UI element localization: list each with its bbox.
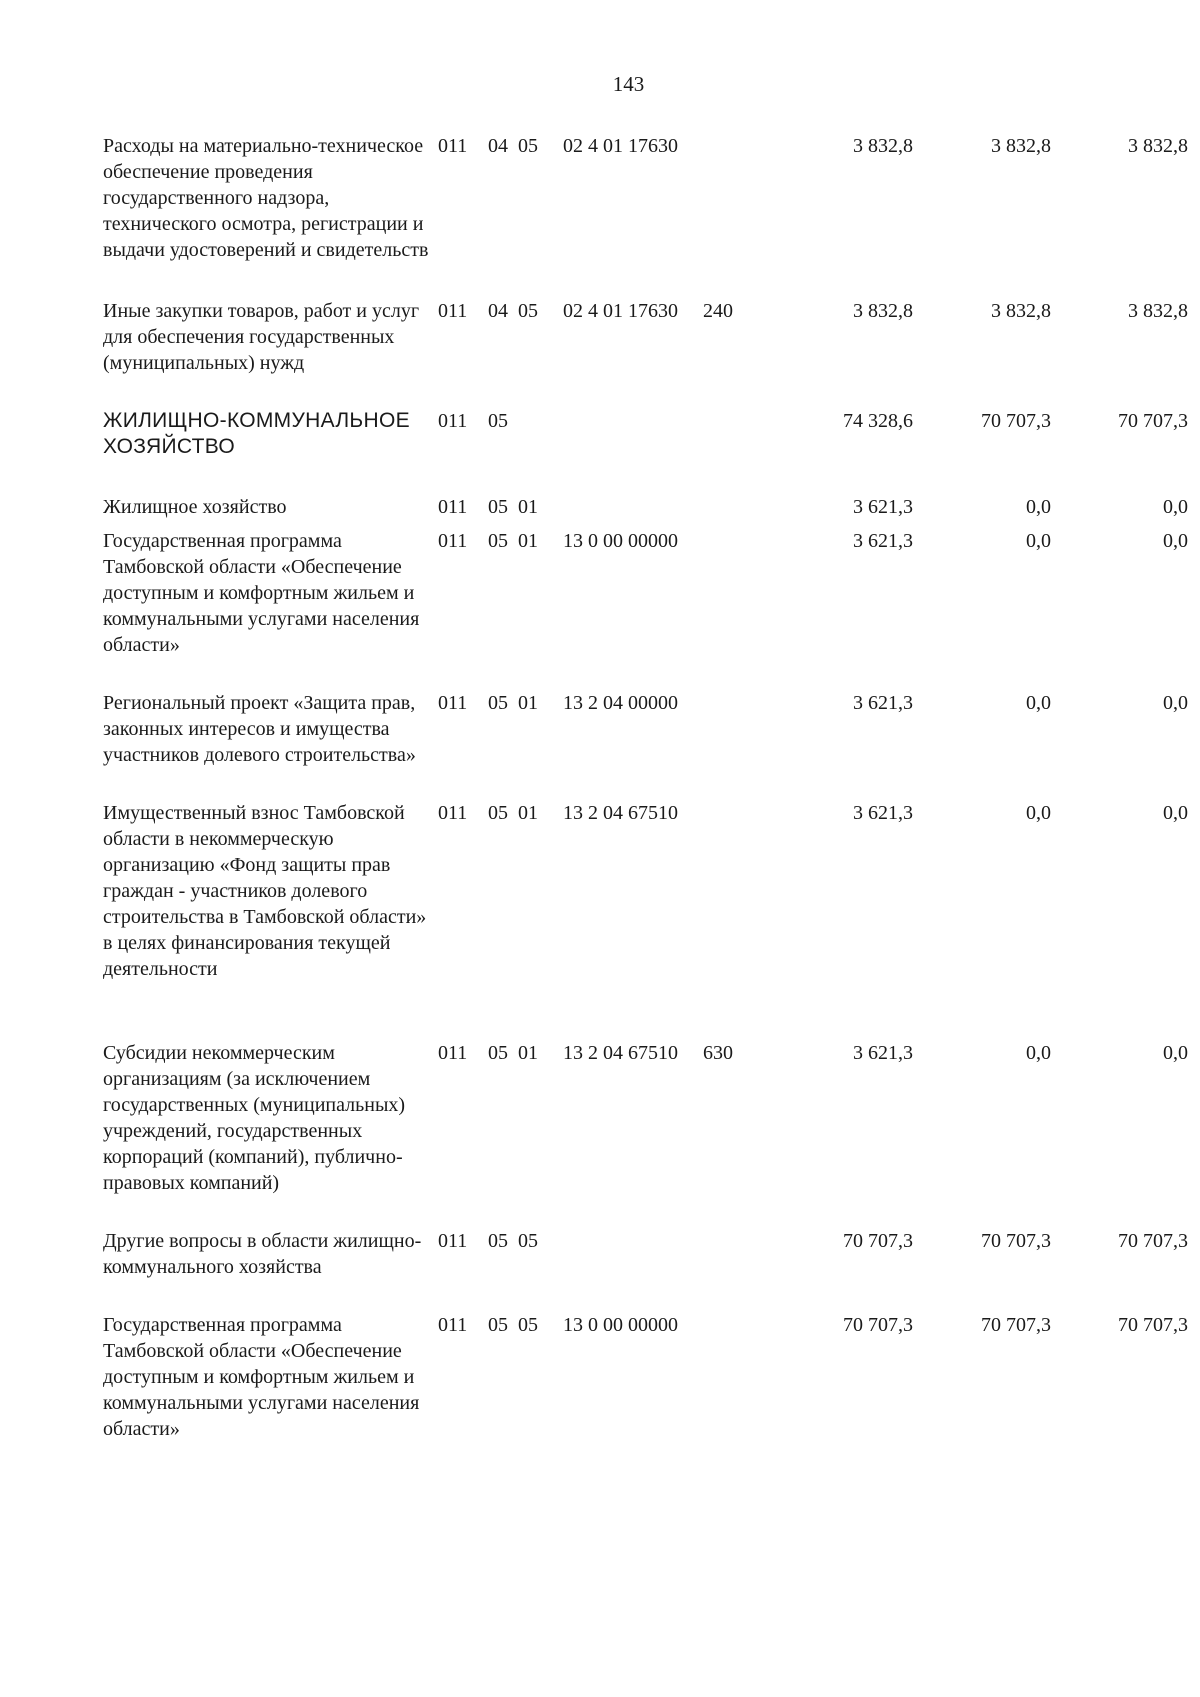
row-amount-1: 3 621,3 — [853, 496, 913, 518]
row-amount-3: 70 707,3 — [1118, 410, 1188, 432]
row-amount-2: 3 832,8 — [991, 135, 1051, 157]
row-amount-1: 3 621,3 — [853, 692, 913, 714]
row-csr: 13 2 04 67510 — [563, 802, 678, 824]
row-ved: 011 — [438, 135, 468, 157]
row-pr: 01 — [518, 530, 538, 552]
row-amount-1: 3 621,3 — [853, 530, 913, 552]
row-ved: 011 — [438, 802, 468, 824]
row-ved: 011 — [438, 410, 468, 432]
row-amount-2: 0,0 — [1026, 1042, 1051, 1064]
row-rz: 05 — [488, 1230, 508, 1252]
row-amount-1: 70 707,3 — [843, 1230, 913, 1252]
row-name: Региональный проект «Защита прав, законных интересов и имущества участников долевого строительства» — [103, 692, 416, 766]
row-vr: 240 — [703, 300, 733, 322]
row-name: Другие вопросы в области жилищно-коммунального хозяйства — [103, 1230, 422, 1278]
row-amount-1: 3 832,8 — [853, 135, 913, 157]
row-pr: 05 — [518, 135, 538, 157]
row-ved: 011 — [438, 530, 468, 552]
row-rz: 05 — [488, 530, 508, 552]
row-amount-3: 3 832,8 — [1128, 135, 1188, 157]
row-amount-2: 70 707,3 — [981, 410, 1051, 432]
row-rz: 04 — [488, 135, 508, 157]
row-amount-3: 0,0 — [1163, 1042, 1188, 1064]
row-ved: 011 — [438, 692, 468, 714]
row-amount-1: 3 832,8 — [853, 300, 913, 322]
row-name: Жилищное хозяйство — [103, 496, 287, 518]
row-amount-3: 70 707,3 — [1118, 1230, 1188, 1252]
row-pr: 05 — [518, 1230, 538, 1252]
row-amount-1: 70 707,3 — [843, 1314, 913, 1336]
row-amount-3: 0,0 — [1163, 496, 1188, 518]
row-amount-2: 70 707,3 — [981, 1230, 1051, 1252]
row-amount-3: 0,0 — [1163, 802, 1188, 824]
row-csr: 13 0 00 00000 — [563, 530, 678, 552]
page-number: 143 — [612, 72, 645, 96]
section-heading: ЖИЛИЩНО-КОММУНАЛЬНОЕ ХОЗЯЙСТВО — [103, 409, 410, 458]
row-ved: 011 — [438, 1042, 468, 1064]
row-ved: 011 — [438, 1314, 468, 1336]
row-rz: 05 — [488, 496, 508, 518]
row-pr: 05 — [518, 1314, 538, 1336]
row-name: Государственная программа Тамбовской области «Обеспечение доступным и комфортным жильем и коммунальными услугами населения области» — [103, 530, 420, 656]
row-pr: 01 — [518, 496, 538, 518]
row-amount-1: 74 328,6 — [843, 410, 913, 432]
row-amount-2: 0,0 — [1026, 530, 1051, 552]
row-pr: 01 — [518, 802, 538, 824]
row-amount-3: 0,0 — [1163, 530, 1188, 552]
row-ved: 011 — [438, 1230, 468, 1252]
row-rz: 05 — [488, 802, 508, 824]
row-csr: 13 0 00 00000 — [563, 1314, 678, 1336]
row-rz: 05 — [488, 1314, 508, 1336]
row-pr: 01 — [518, 1042, 538, 1064]
row-csr: 13 2 04 00000 — [563, 692, 678, 714]
row-amount-3: 70 707,3 — [1118, 1314, 1188, 1336]
row-ved: 011 — [438, 496, 468, 518]
row-rz: 05 — [488, 410, 508, 432]
row-amount-2: 3 832,8 — [991, 300, 1051, 322]
row-amount-2: 0,0 — [1026, 802, 1051, 824]
row-amount-3: 3 832,8 — [1128, 300, 1188, 322]
row-name: Имущественный взнос Тамбовской области в некоммерческую организацию «Фонд защиты прав граждан - участников долевого строительства в Тамбовской области» в целях финансирования текущей деятельности — [103, 802, 427, 980]
row-amount-1: 3 621,3 — [853, 1042, 913, 1064]
row-amount-2: 0,0 — [1026, 496, 1051, 518]
row-amount-3: 0,0 — [1163, 692, 1188, 714]
row-amount-2: 70 707,3 — [981, 1314, 1051, 1336]
row-amount-1: 3 621,3 — [853, 802, 913, 824]
row-ved: 011 — [438, 300, 468, 322]
row-csr: 02 4 01 17630 — [563, 135, 678, 157]
row-rz: 05 — [488, 1042, 508, 1064]
row-pr: 01 — [518, 692, 538, 714]
row-rz: 05 — [488, 692, 508, 714]
row-name: Иные закупки товаров, работ и услуг для обеспечения государственных (муниципальных) нужд — [103, 300, 420, 374]
row-csr: 02 4 01 17630 — [563, 300, 678, 322]
row-vr: 630 — [703, 1042, 733, 1064]
row-pr: 05 — [518, 300, 538, 322]
row-name: Государственная программа Тамбовской области «Обеспечение доступным и комфортным жильем и коммунальными услугами населения области» — [103, 1314, 420, 1440]
row-rz: 04 — [488, 300, 508, 322]
row-amount-2: 0,0 — [1026, 692, 1051, 714]
row-name: Расходы на материально-техническое обеспечение проведения государственного надзора, технического осмотра, регистрации и выдачи удостоверений и свидетельств — [103, 135, 429, 261]
row-name: Субсидии некоммерческим организациям (за исключением государственных (муниципальных) учреждений, государственных корпораций (компаний), публично-правовых компаний) — [103, 1042, 406, 1194]
row-csr: 13 2 04 67510 — [563, 1042, 678, 1064]
